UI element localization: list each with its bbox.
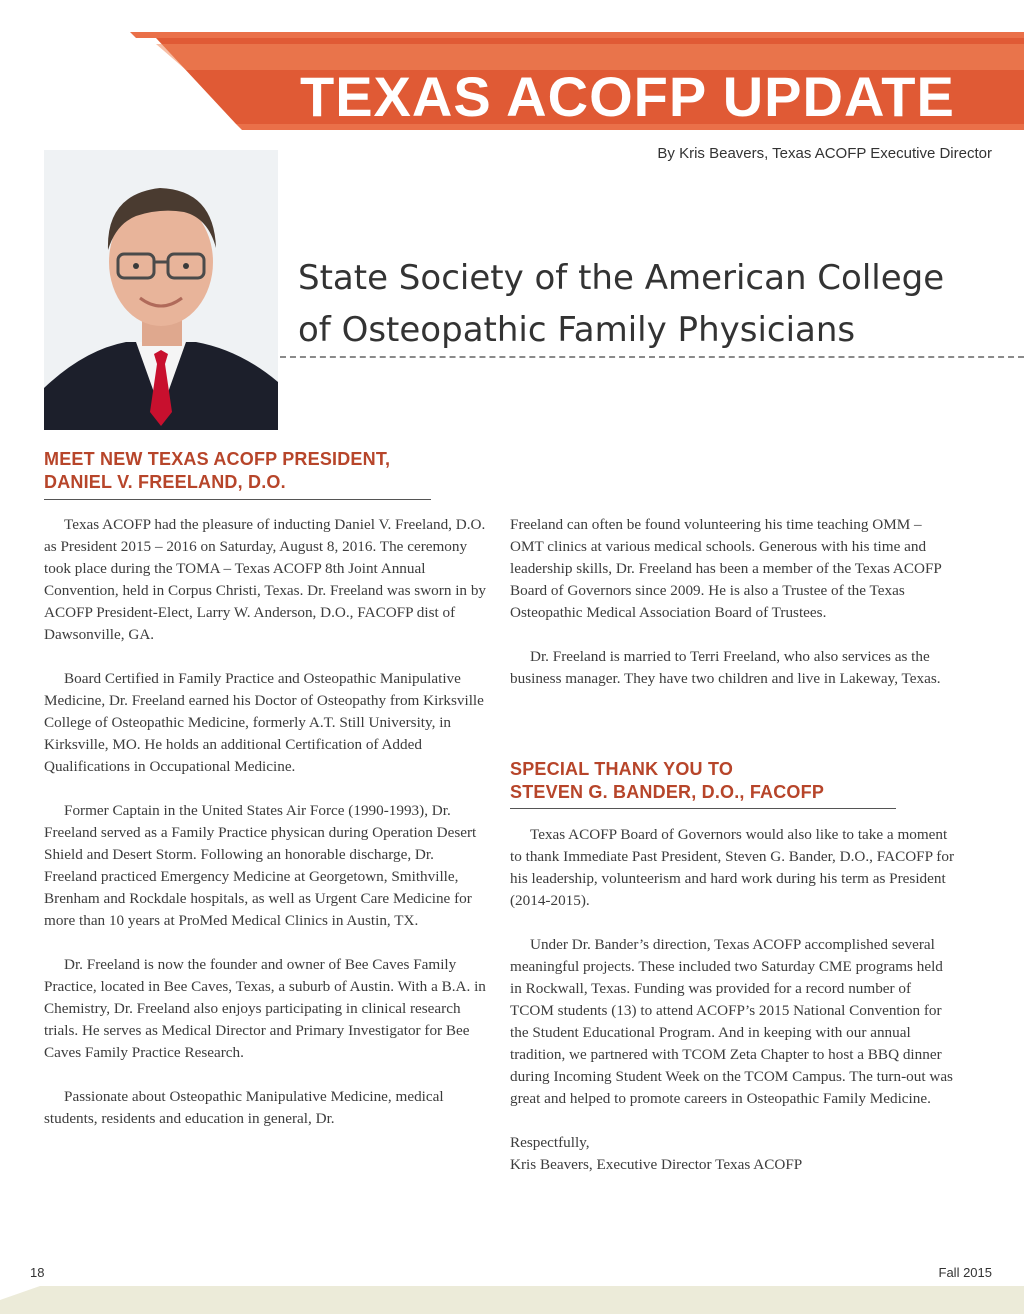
- section-rule-thank-you: [510, 808, 896, 809]
- article-column-right: [510, 514, 956, 690]
- issue-label: Fall 2015: [938, 1265, 992, 1280]
- section-heading-president-line-1: MEET NEW TEXAS ACOFP PRESIDENT,: [44, 449, 391, 469]
- banner-stripe-thin: [130, 32, 1024, 38]
- section-heading-president: [44, 448, 390, 494]
- subtitle-line-1: State Society of the American College: [298, 258, 945, 298]
- subtitle-line-2: of Osteopathic Family Physicians: [298, 310, 856, 350]
- signature-text: Kris Beavers, Executive Director Texas ACOFP: [510, 1156, 803, 1173]
- dashed-divider: [280, 356, 1024, 358]
- article-paragraph: Former Captain in the United States Air Force (1990-1993), Dr. Freeland served as a Family Practice physican during Operation Desert Shield and Desert Storm. Following an honorable discharge, Dr. Freeland practiced Emergency Medicine at Georgetown, Smithville, Brenham and Rockdale hospitals, as well as Urgent Care Medicine for more than 10 years at ProMed Medical Clinics in Austin, TX.: [44, 802, 477, 929]
- article-paragraph: Under Dr. Bander’s direction, Texas ACOFP accomplished several meaningful projects. These included two Saturday CME programs held in Rockwall, Texas. Funding was provided for a record number of TCOM students (13) to attend ACOFP’s 2015 National Convention for the Student Educational Program. And in keeping with our annual tradition, we partnered with TCOM Zeta Chapter to host a BBQ dinner during Incoming Student Week on the TCOM Campus. The turn-out was great and helped to promote careers in Osteopathic Family Medicine.: [510, 936, 953, 1107]
- byline: By Kris Beavers, Texas ACOFP Executive Director: [657, 145, 992, 162]
- article-column-right-lower: [510, 824, 956, 1176]
- section-heading-president-line-2: DANIEL V. FREELAND, D.O.: [44, 472, 286, 492]
- article-paragraph: Freeland can often be found volunteering his time teaching OMM – OMT clinics at various medical schools. Generous with his time and leadership skills, Dr. Freeland has been a member of the Texas ACOFP Board of Governors since 2009. He is also a Trustee of the Texas Osteopathic Medical Association Board of Trustees.: [510, 516, 942, 621]
- signature-block: [510, 1132, 956, 1176]
- article-paragraph: Dr. Freeland is married to Terri Freeland, who also services as the business manager. They have two children and live in Lakeway, Texas.: [510, 648, 941, 687]
- article-paragraph: Texas ACOFP had the pleasure of inducting Daniel V. Freeland, D.O. as President 2015 – 2016 on Saturday, August 8, 2016. The ceremony took place during the TOMA – Texas ACOFP 8th Joint Annual Convention, held in Corpus Christi, Texas. Dr. Freeland was sworn in by ACOFP President-Elect, Larry W. Anderson, D.O., FACOFP dist of Dawsonville, GA.: [44, 516, 487, 643]
- banner-title: TEXAS ACOFP UPDATE: [300, 65, 955, 128]
- article-column-left: [44, 514, 490, 1130]
- page-number: 18: [30, 1265, 45, 1280]
- article-paragraph: Board Certified in Family Practice and Osteopathic Manipulative Medicine, Dr. Freeland earned his Doctor of Osteopathy from Kirksville College of Osteopathic Medicine, formerly A.T. Still University, in Kirksville, MO. He holds an additional Certification of Added Qualifications in Occupational Medicine.: [44, 670, 484, 775]
- article-paragraph: Texas ACOFP Board of Governors would also like to take a moment to thank Immediate Past President, Steven G. Bander, D.O., FACOFP for his leadership, volunteerism and hard work during his term as President (2014-2015).: [510, 826, 954, 909]
- page-subtitle: [298, 252, 998, 356]
- section-heading-thank-you: [510, 758, 824, 804]
- section-rule-president: [44, 499, 431, 500]
- section-heading-thank-you-line-2: STEVEN G. BANDER, D.O., FACOFP: [510, 782, 825, 802]
- closing-text: Respectfully,: [510, 1134, 590, 1151]
- portrait-photo: [44, 150, 278, 430]
- article-paragraph: Passionate about Osteopathic Manipulative Medicine, medical students, residents and education in general, Dr.: [44, 1088, 444, 1127]
- section-heading-thank-you-line-1: SPECIAL THANK YOU TO: [510, 759, 734, 779]
- footer-band: [0, 1286, 1024, 1314]
- article-paragraph: Dr. Freeland is now the founder and owner of Bee Caves Family Practice, located in Bee Caves, Texas, a suburb of Austin. With a B.A. in Chemistry, Dr. Freeland also enjoys participating in clinical research trials. He serves as Medical Director and Primary Investigator for Bee Caves Family Practice Research.: [44, 956, 486, 1061]
